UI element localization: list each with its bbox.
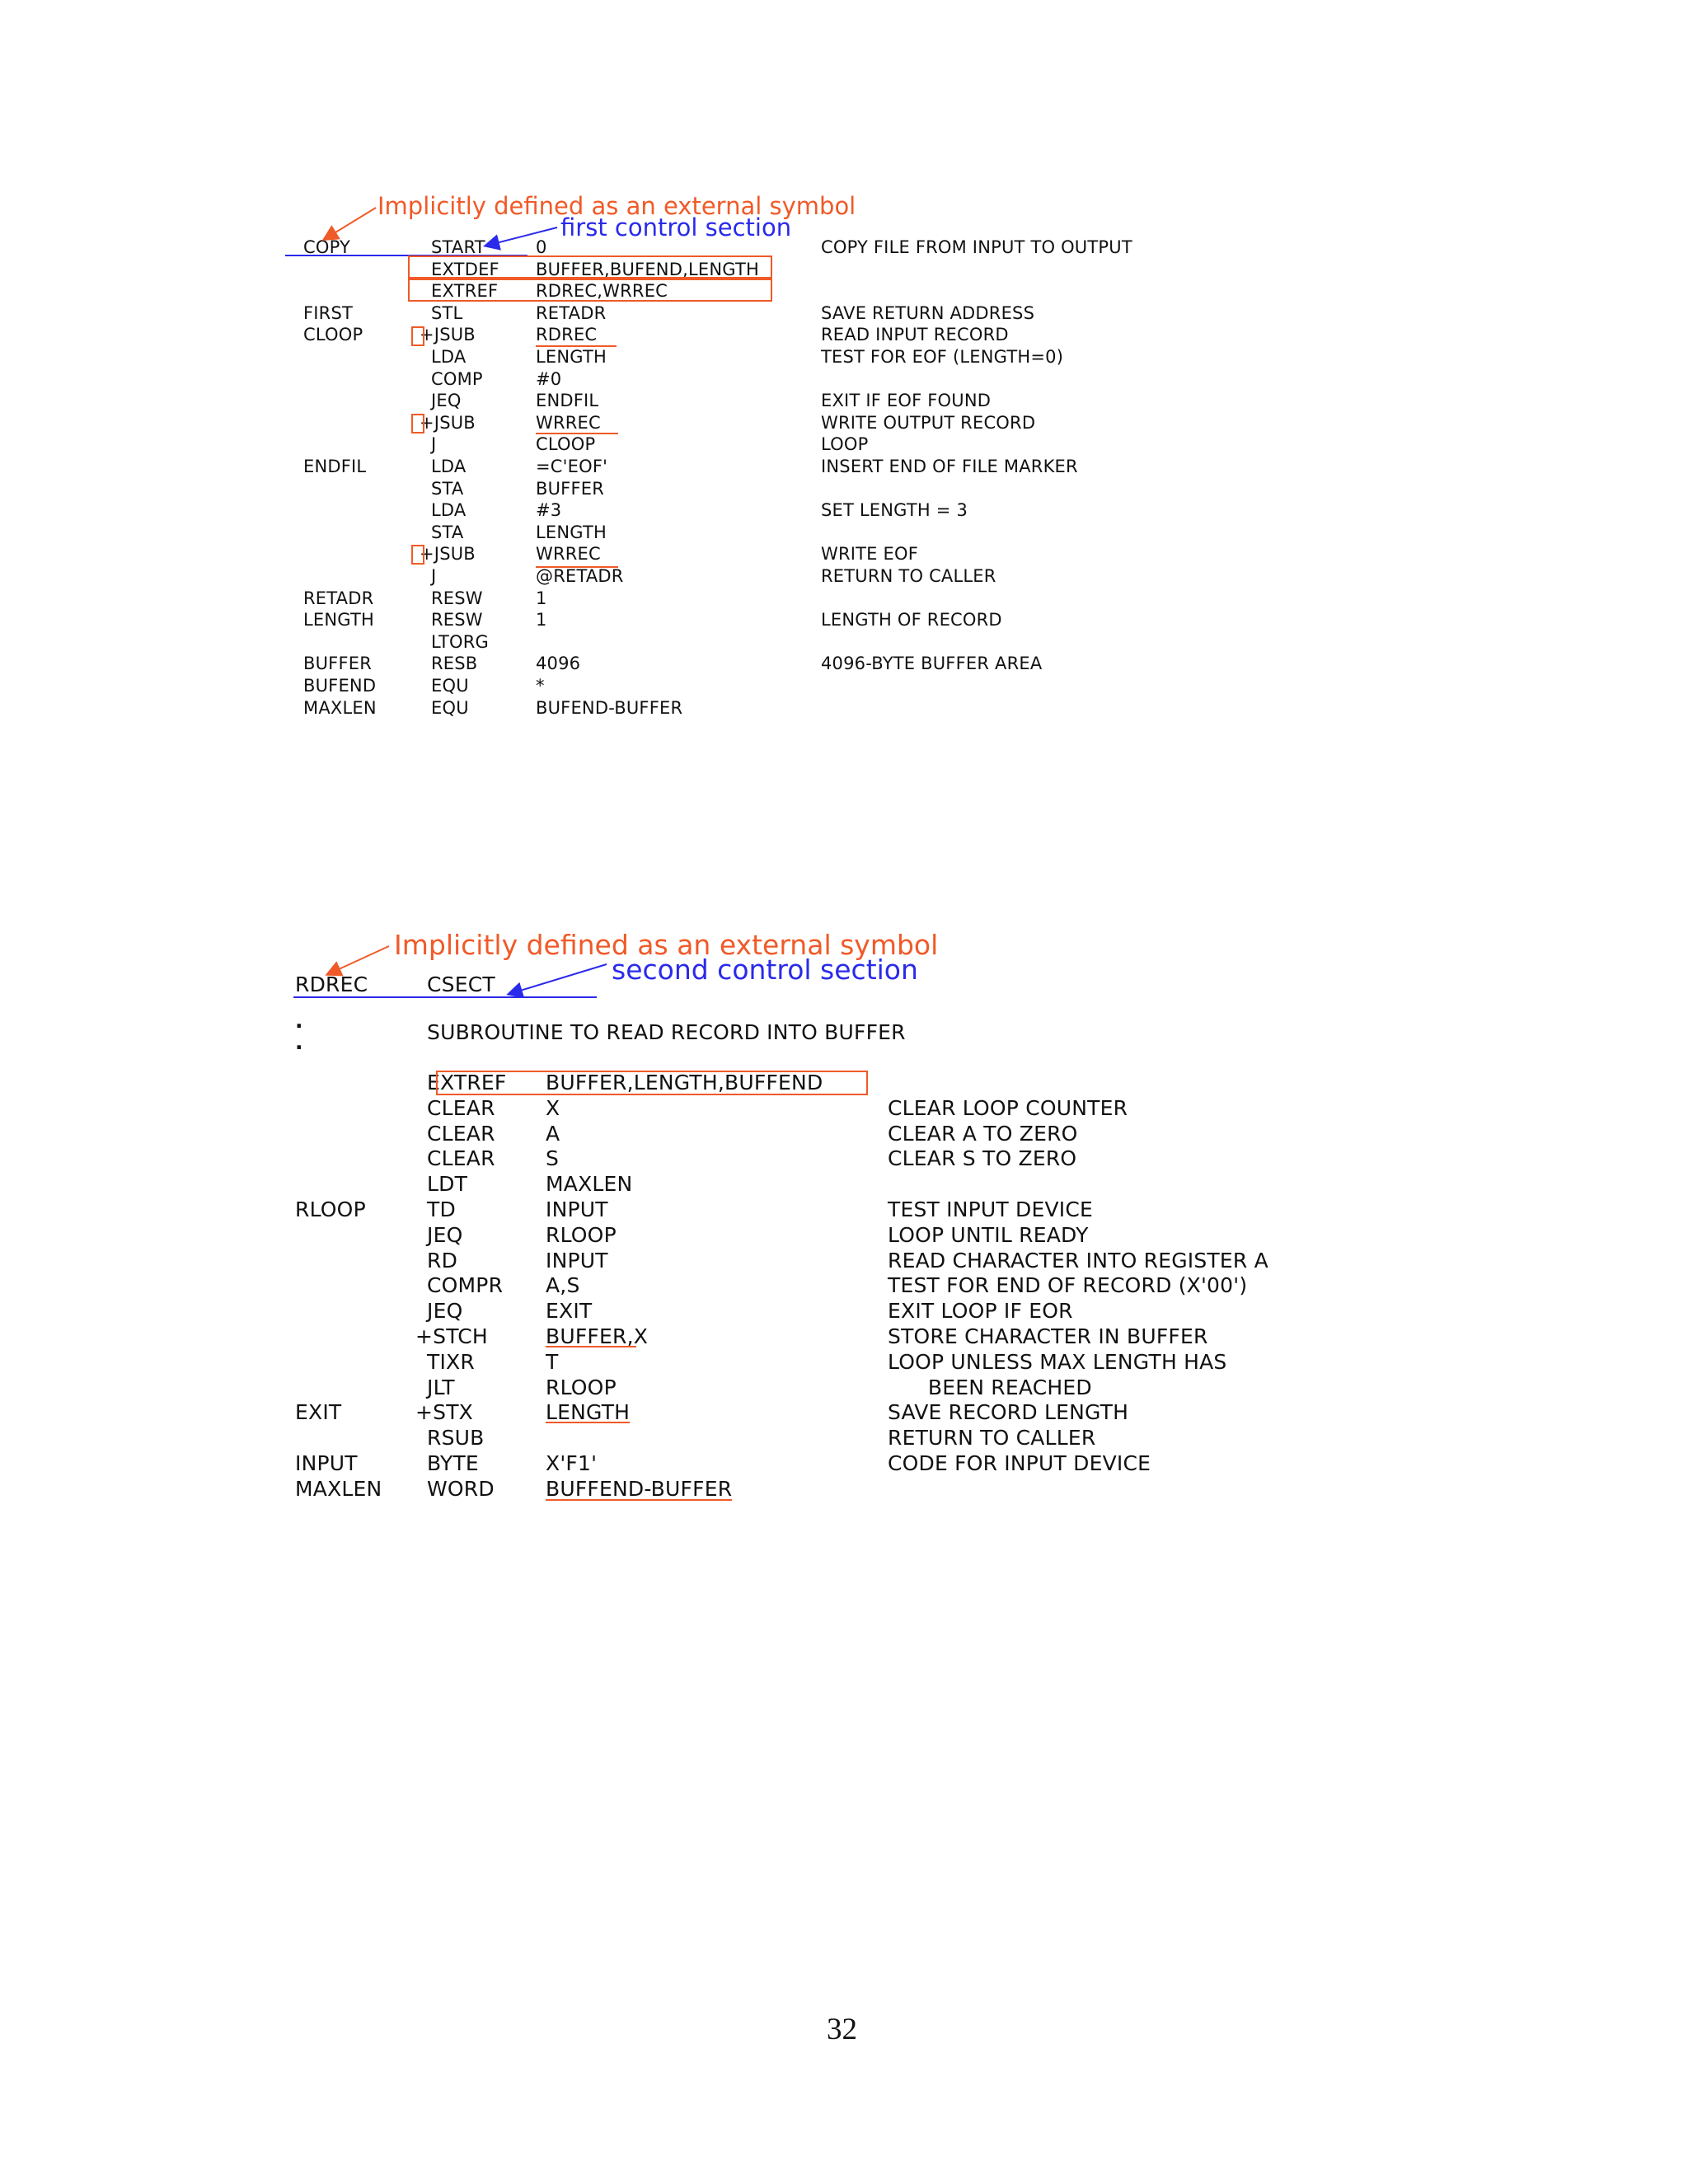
ellipsis-dot-2: . xyxy=(295,1030,303,1054)
line-operand: INPUT xyxy=(546,1197,608,1221)
external-symbol-annotation-2: Implicitly defined as an external symbol xyxy=(394,929,939,961)
line-operand: RDREC,WRREC xyxy=(536,281,668,302)
line-operand: #0 xyxy=(536,368,562,389)
line-operand: X xyxy=(546,1095,560,1120)
line-label: FIRST xyxy=(303,302,354,323)
line-opcode: +JSUB xyxy=(420,412,476,433)
line-comment: RETURN TO CALLER xyxy=(888,1426,1096,1451)
line-opcode: EQU xyxy=(431,697,469,718)
line-opcode: JEQ xyxy=(431,391,462,411)
line-opcode: WORD xyxy=(427,1476,495,1501)
line-operand: BUFFER xyxy=(536,478,604,499)
line-operand: 0 xyxy=(536,237,547,257)
line-operand: A,S xyxy=(546,1273,580,1298)
plus-box-2 xyxy=(412,415,424,433)
line-label: RLOOP xyxy=(295,1197,366,1221)
line-label: INPUT xyxy=(295,1451,358,1475)
line-operand: 1 xyxy=(536,588,547,608)
line-opcode: START xyxy=(431,237,485,257)
line-opcode: EXTDEF xyxy=(431,259,499,279)
line-opcode: LDT xyxy=(427,1172,468,1197)
line-comment: LENGTH OF RECORD xyxy=(821,610,1002,630)
line-comment: COPY FILE FROM INPUT TO OUTPUT xyxy=(821,237,1132,257)
line-comment: LOOP UNLESS MAX LENGTH HAS xyxy=(888,1349,1227,1374)
line-opcode: RESW xyxy=(431,610,483,630)
line-operand: A xyxy=(546,1121,560,1146)
line-comment: SAVE RECORD LENGTH xyxy=(888,1400,1129,1425)
plus-box-3 xyxy=(412,546,424,564)
line-comment: BEEN REACHED xyxy=(888,1375,1092,1399)
line-opcode: TD xyxy=(427,1197,456,1221)
line-operand: @RETADR xyxy=(536,566,624,586)
line-comment: RETURN TO CALLER xyxy=(821,566,996,586)
line-opcode: CLEAR xyxy=(427,1121,495,1146)
line-operand: RDREC xyxy=(536,325,598,345)
line-label: LENGTH xyxy=(303,610,375,630)
line-operand: WRREC xyxy=(536,412,601,433)
page-number: 32 xyxy=(827,2013,857,2046)
line-comment: 4096-BYTE BUFFER AREA xyxy=(821,654,1043,674)
line-comment: CLEAR LOOP COUNTER xyxy=(888,1095,1128,1120)
line-operand: BUFFEND-BUFFER xyxy=(546,1476,733,1501)
line-operand: =C'EOF' xyxy=(536,457,608,476)
line-operand: #3 xyxy=(536,500,562,521)
line-operand: T xyxy=(546,1349,559,1374)
line-opcode: COMP xyxy=(431,368,483,389)
line-operand: BUFFER,X xyxy=(546,1324,649,1348)
line-operand: BUFFER,LENGTH,BUFFEND xyxy=(546,1071,823,1094)
line-operand: 4096 xyxy=(536,654,581,674)
line-opcode: JLT xyxy=(427,1375,455,1399)
line-operand: MAXLEN xyxy=(546,1172,633,1197)
line-operand: LENGTH xyxy=(536,522,607,542)
line-operand: LENGTH xyxy=(536,347,607,367)
line-opcode: STA xyxy=(431,478,464,499)
line-label: MAXLEN xyxy=(295,1476,382,1501)
line-operand: ENDFIL xyxy=(536,391,599,411)
line-label: CLOOP xyxy=(303,325,363,345)
line-label: BUFEND xyxy=(303,676,377,696)
line-operand: S xyxy=(546,1146,560,1171)
extdef-box xyxy=(409,256,771,278)
line-operand: WRREC xyxy=(536,544,601,565)
line-comment: READ CHARACTER INTO REGISTER A xyxy=(888,1248,1268,1272)
line-operand: 1 xyxy=(536,610,547,630)
line-comment: READ INPUT RECORD xyxy=(821,325,1009,345)
ellipsis-dot-1: . xyxy=(295,1009,303,1033)
arrow-to-rdrec xyxy=(328,946,389,974)
line-opcode: +STCH xyxy=(415,1324,488,1348)
line-opcode: EXTREF xyxy=(431,281,499,302)
arrow-to-csect xyxy=(509,964,607,994)
line-opcode: LDA xyxy=(431,457,467,476)
line-operand: INPUT xyxy=(546,1248,608,1272)
line-opcode: BYTE xyxy=(427,1451,479,1475)
line-opcode: LDA xyxy=(431,347,467,367)
line-operand: LENGTH xyxy=(546,1400,631,1425)
line-comment: STORE CHARACTER IN BUFFER xyxy=(888,1324,1208,1348)
control-section-annotation: first control section xyxy=(560,213,792,241)
line-comment: SAVE RETURN ADDRESS xyxy=(821,302,1035,323)
line-opcode: +JSUB xyxy=(420,544,476,565)
line-comment: LOOP UNTIL READY xyxy=(888,1222,1089,1247)
line-comment: TEST INPUT DEVICE xyxy=(888,1197,1093,1221)
line-opcode: EXTREF xyxy=(427,1071,507,1094)
plus-box-1 xyxy=(412,327,424,345)
arrow-to-start xyxy=(486,227,557,246)
line-operand: BUFEND-BUFFER xyxy=(536,697,683,718)
line-opcode: +JSUB xyxy=(420,325,476,345)
arrow-to-copy xyxy=(325,208,376,239)
csect-label: RDREC xyxy=(295,972,368,996)
line-comment: CODE FOR INPUT DEVICE xyxy=(888,1451,1151,1475)
csect-op: CSECT xyxy=(427,972,495,996)
line-label: COPY xyxy=(303,237,351,257)
line-operand: RLOOP xyxy=(546,1375,617,1399)
subroutine-comment: SUBROUTINE TO READ RECORD INTO BUFFER xyxy=(427,1020,906,1044)
line-comment: TEST FOR EOF (LENGTH=0) xyxy=(821,347,1064,367)
line-comment: TEST FOR END OF RECORD (X'00') xyxy=(888,1273,1248,1298)
line-label: ENDFIL xyxy=(303,457,367,476)
line-comment: SET LENGTH = 3 xyxy=(821,500,968,521)
line-opcode: J xyxy=(431,434,437,455)
line-operand: CLOOP xyxy=(536,434,596,455)
line-opcode: J xyxy=(431,566,437,586)
line-opcode: RESW xyxy=(431,588,483,608)
line-comment: EXIT LOOP IF EOR xyxy=(888,1299,1073,1324)
line-opcode: LDA xyxy=(431,500,467,521)
line-comment: CLEAR A TO ZERO xyxy=(888,1121,1078,1146)
extref-box-2 xyxy=(437,1071,867,1094)
external-symbol-annotation: Implicitly defined as an external symbol xyxy=(377,192,856,220)
line-opcode: RESB xyxy=(431,654,478,674)
line-operand: RETADR xyxy=(536,302,607,323)
line-opcode: STL xyxy=(431,302,463,323)
line-operand: EXIT xyxy=(546,1299,593,1324)
line-label: RETADR xyxy=(303,588,374,608)
line-comment: WRITE OUTPUT RECORD xyxy=(821,412,1036,433)
line-opcode: +STX xyxy=(415,1400,474,1425)
line-opcode: CLEAR xyxy=(427,1095,495,1120)
line-comment: EXIT IF EOF FOUND xyxy=(821,391,992,411)
line-opcode: COMPR xyxy=(427,1273,504,1298)
line-opcode: LTORG xyxy=(431,631,490,652)
line-operand: X'F1' xyxy=(546,1451,598,1475)
line-operand: BUFFER,BUFEND,LENGTH xyxy=(536,259,759,279)
line-opcode: JEQ xyxy=(427,1222,463,1247)
line-comment: WRITE EOF xyxy=(821,544,918,565)
line-label: BUFFER xyxy=(303,654,372,674)
line-comment: INSERT END OF FILE MARKER xyxy=(821,457,1078,476)
extref-box xyxy=(409,279,771,301)
line-opcode: EQU xyxy=(431,676,469,696)
line-comment: CLEAR S TO ZERO xyxy=(888,1146,1077,1171)
line-opcode: STA xyxy=(431,522,464,542)
control-section-annotation-2: second control section xyxy=(612,954,918,986)
line-operand: * xyxy=(536,676,545,696)
line-opcode: RSUB xyxy=(427,1426,485,1451)
line-opcode: CLEAR xyxy=(427,1146,495,1171)
line-label: EXIT xyxy=(295,1400,342,1425)
line-comment: LOOP xyxy=(821,434,869,455)
line-opcode: RD xyxy=(427,1248,458,1272)
line-opcode: TIXR xyxy=(427,1349,475,1374)
line-operand: RLOOP xyxy=(546,1222,617,1247)
line-label: MAXLEN xyxy=(303,697,377,718)
line-opcode: JEQ xyxy=(427,1299,463,1324)
